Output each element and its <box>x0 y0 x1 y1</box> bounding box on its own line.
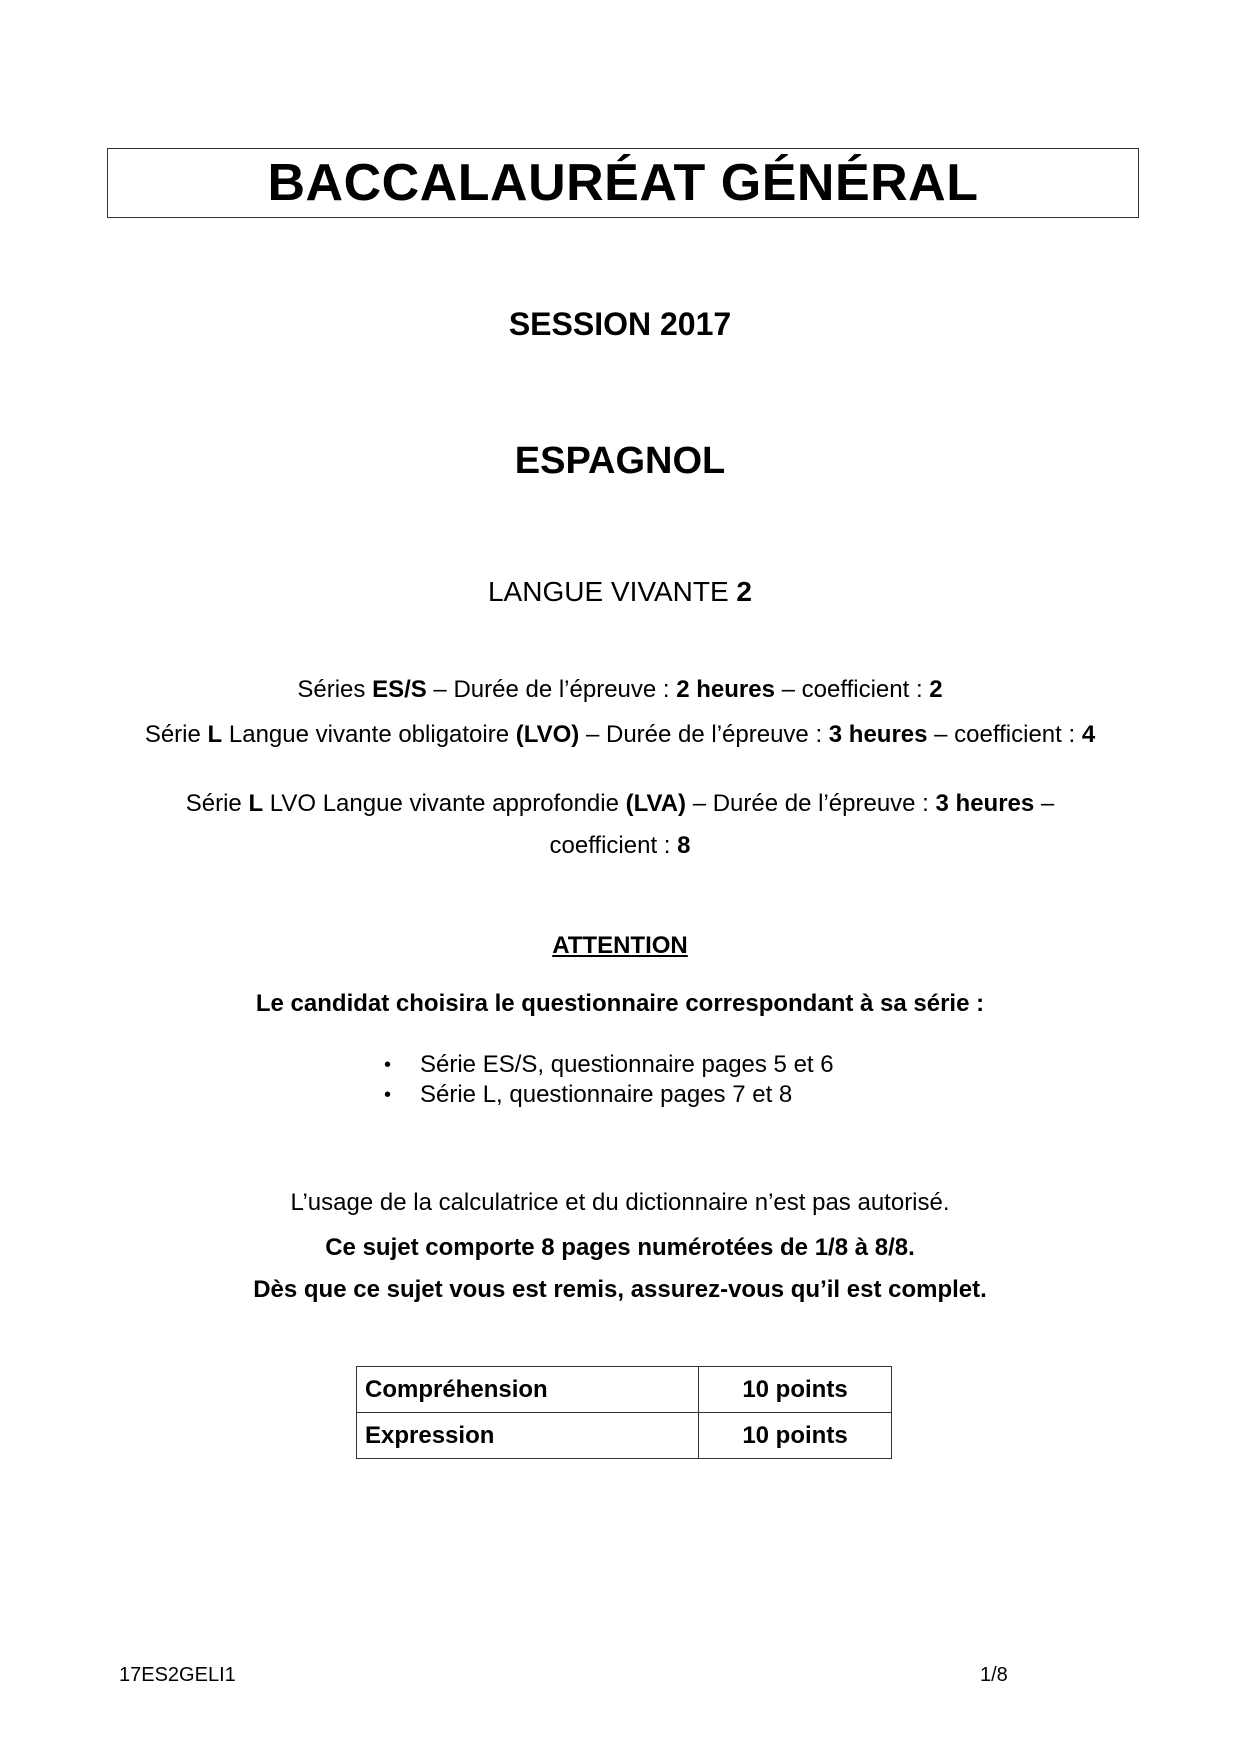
coefficient: 8 <box>677 832 691 859</box>
duration: 2 heures <box>676 676 775 703</box>
text-fragment: Séries <box>297 676 373 703</box>
subject-heading: ESPAGNOL <box>514 440 726 482</box>
text-fragment: LVO Langue vivante approfondie <box>263 790 626 817</box>
langue-number: 2 <box>736 576 752 607</box>
duration: 3 heures <box>828 721 928 748</box>
complete-note: Dès que ce sujet vous est remis, assurez-vous qu’il est complet. <box>253 1276 987 1303</box>
text-fragment: – <box>1034 790 1055 817</box>
table-cell-value: 10 points <box>699 1367 892 1413</box>
bullet-icon: • <box>384 1084 392 1106</box>
series-name: ES/S <box>372 676 427 703</box>
coefficient: 2 <box>929 676 943 703</box>
table-row <box>357 1367 892 1413</box>
list-item-text: Série L, questionnaire pages 7 et 8 <box>420 1081 793 1108</box>
text-fragment: Série <box>144 721 208 748</box>
text-fragment: – Durée de l’épreuve : <box>426 676 677 703</box>
series-name: L <box>207 721 223 748</box>
series-name: L <box>248 790 264 817</box>
title-box <box>107 148 1139 218</box>
attention-instruction: Le candidat choisira le questionnaire correspondant à sa série : <box>255 990 985 1017</box>
series-es-s-line <box>0 676 1240 704</box>
text-fragment: coefficient : <box>549 832 678 859</box>
table-cell-value: 10 points <box>699 1413 892 1459</box>
list-item <box>380 1050 834 1080</box>
list-item <box>380 1080 834 1110</box>
duration: 3 heures <box>935 790 1035 817</box>
list-item-text: Série ES/S, questionnaire pages 5 et 6 <box>420 1051 834 1078</box>
option-code: (LVO) <box>515 721 580 748</box>
text-fragment: – Durée de l’épreuve : <box>579 721 829 748</box>
option-code: (LVA) <box>625 790 687 817</box>
session-heading: SESSION 2017 <box>508 306 732 342</box>
langue-label: LANGUE VIVANTE <box>487 576 737 607</box>
text-fragment: Langue vivante obligatoire <box>222 721 516 748</box>
langue-vivante-line <box>0 576 1240 608</box>
questionnaire-list <box>380 1050 834 1110</box>
table-cell-label: Expression <box>357 1413 699 1459</box>
scoring-table <box>356 1366 892 1459</box>
series-l-lvo-line <box>0 721 1240 749</box>
exam-title: BACCALAURÉAT GÉNÉRAL <box>267 154 979 212</box>
attention-heading: ATTENTION <box>552 932 688 959</box>
table-cell-label: Compréhension <box>357 1367 699 1413</box>
text-fragment: – coefficient : <box>927 721 1082 748</box>
series-l-lva-coefficient-line <box>0 832 1240 860</box>
pages-note: Ce sujet comporte 8 pages numérotées de 1/8 à 8/8. <box>325 1234 915 1261</box>
coefficient: 4 <box>1081 721 1096 748</box>
text-fragment: – coefficient : <box>774 676 930 703</box>
text-fragment: Série <box>185 790 249 817</box>
series-l-lva-line <box>0 790 1240 818</box>
bullet-icon: • <box>384 1054 392 1076</box>
footer-page-number: 1/8 <box>980 1664 1008 1686</box>
footer-code: 17ES2GELI1 <box>119 1664 236 1686</box>
usage-note: L’usage de la calculatrice et du dictionnaire n’est pas autorisé. <box>290 1189 950 1216</box>
text-fragment: – Durée de l’épreuve : <box>686 790 936 817</box>
table-row <box>357 1413 892 1459</box>
